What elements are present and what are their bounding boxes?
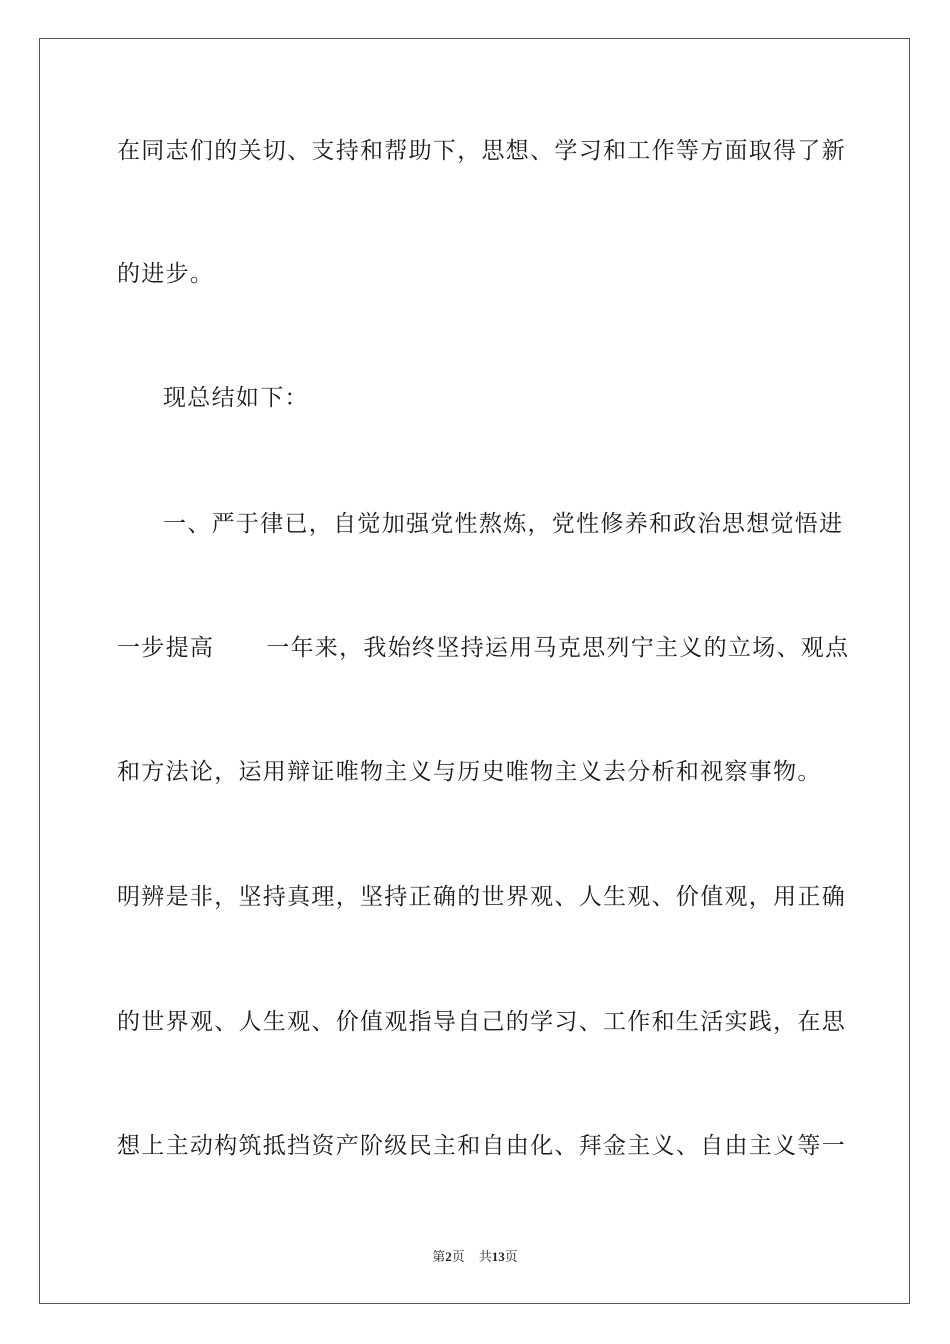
page-suffix: 页 — [451, 1249, 465, 1264]
total-pages: 13 — [491, 1249, 505, 1264]
body-text-line: 的进步。 — [117, 261, 215, 287]
body-text-line: 现总结如下： — [163, 385, 309, 411]
page-prefix: 第 — [432, 1249, 446, 1264]
section-heading-line: 一、严于律已，自觉加强党性熬炼，党性修养和政治思想觉悟进 — [163, 511, 844, 537]
page-number: 2 — [445, 1249, 452, 1264]
body-text-line: 的世界观、人生观、价值观指导自己的学习、工作和生活实践，在思 — [117, 1009, 846, 1035]
page-border — [39, 38, 910, 1304]
paragraph-start: 一年来，我始终坚持运用马克思列宁主义的立场、观点 — [266, 635, 850, 661]
body-text-line: 明辨是非，坚持真理，坚持正确的世界观、人生观、价值观，用正确 — [117, 884, 846, 910]
body-text-line: 想上主动构筑抵挡资产阶级民主和自由化、拜金主义、自由主义等一 — [117, 1133, 846, 1159]
body-text-line: 在同志们的关切、支持和帮助下，思想、学习和工作等方面取得了新 — [117, 138, 846, 164]
total-suffix: 页 — [504, 1249, 518, 1264]
section-heading-continuation: 一步提高 — [117, 635, 215, 661]
total-prefix: 共 — [478, 1249, 492, 1264]
body-text-line: 和方法论，运用辩证唯物主义与历史唯物主义去分析和视察事物。 — [117, 759, 822, 785]
page-footer — [0, 1248, 950, 1266]
body-text-line — [117, 633, 849, 663]
